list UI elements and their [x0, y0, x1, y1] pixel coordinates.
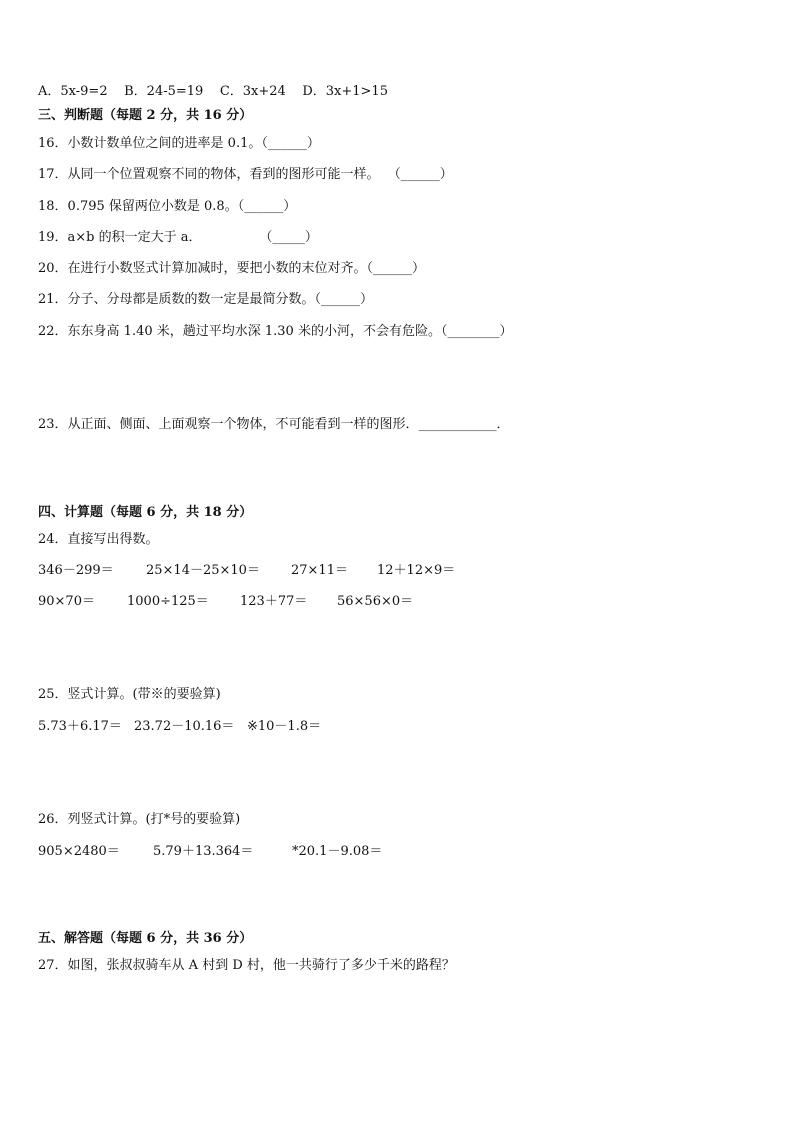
question-19: 19．a×b 的积一定大于 a． （_____） [38, 230, 318, 245]
q24-row2-item: 1000÷125＝ [127, 594, 209, 609]
question-24: 24．直接写出得数。 [38, 532, 159, 547]
q24-row1-item: 27×11＝ [291, 563, 348, 578]
section-title-calc: 四、计算题（每题 6 分，共 18 分） [38, 505, 253, 520]
q24-row1-item: 12＋12×9＝ [377, 563, 456, 578]
question-22: 22．东东身高 1.40 米，趟过平均水深 1.30 米的小河，不会有危险。（________） [38, 324, 513, 339]
q26-item: 905×2480＝ [38, 844, 120, 859]
q24-row2-item: 90×70＝ [38, 594, 95, 609]
question-27: 27．如图，张叔叔骑车从 A 村到 D 村，他一共骑行了多少千米的路程？ [38, 958, 455, 973]
q25-item: 23.72－10.16＝ [134, 719, 235, 734]
question-26: 26．列竖式计算。(打*号的要验算) [38, 812, 241, 827]
question-17: 17．从同一个位置观察不同的物体，看到的图形可能一样。 （______） [38, 167, 453, 182]
q24-row2-item: 123＋77＝ [240, 594, 308, 609]
section-title-answer: 五、解答题（每题 6 分，共 36 分） [38, 931, 253, 946]
question-21: 21．分子、分母都是质数的数一定是最简分数。（______） [38, 292, 374, 307]
q26-item: *20.1－9.08＝ [292, 844, 383, 859]
question-16: 16．小数计数单位之间的进率是 0.1。（______） [38, 136, 320, 151]
q24-row2-item: 56×56×0＝ [337, 594, 414, 609]
q25-item: ※10－1.8＝ [247, 719, 322, 734]
q24-row1-item: 25×14－25×10＝ [146, 563, 260, 578]
question-20: 20．在进行小数竖式计算加减时，要把小数的末位对齐。（______） [38, 261, 426, 276]
options-line: A．5x-9=2 B．24-5=19 C．3x+24 D．3x+1>15 [38, 84, 388, 99]
question-18: 18．0.795 保留两位小数是 0.8。（______） [38, 199, 297, 214]
q25-item: 5.73＋6.17＝ [38, 719, 122, 734]
q24-row1-item: 346－299＝ [38, 563, 114, 578]
question-25: 25．竖式计算。(带※的要验算) [38, 687, 221, 702]
section-title-judge: 三、判断题（每题 2 分，共 16 分） [38, 108, 253, 123]
question-23: 23．从正面、侧面、上面观察一个物体，不可能看到一样的图形．____________． [38, 417, 510, 432]
q26-item: 5.79＋13.364＝ [153, 844, 254, 859]
